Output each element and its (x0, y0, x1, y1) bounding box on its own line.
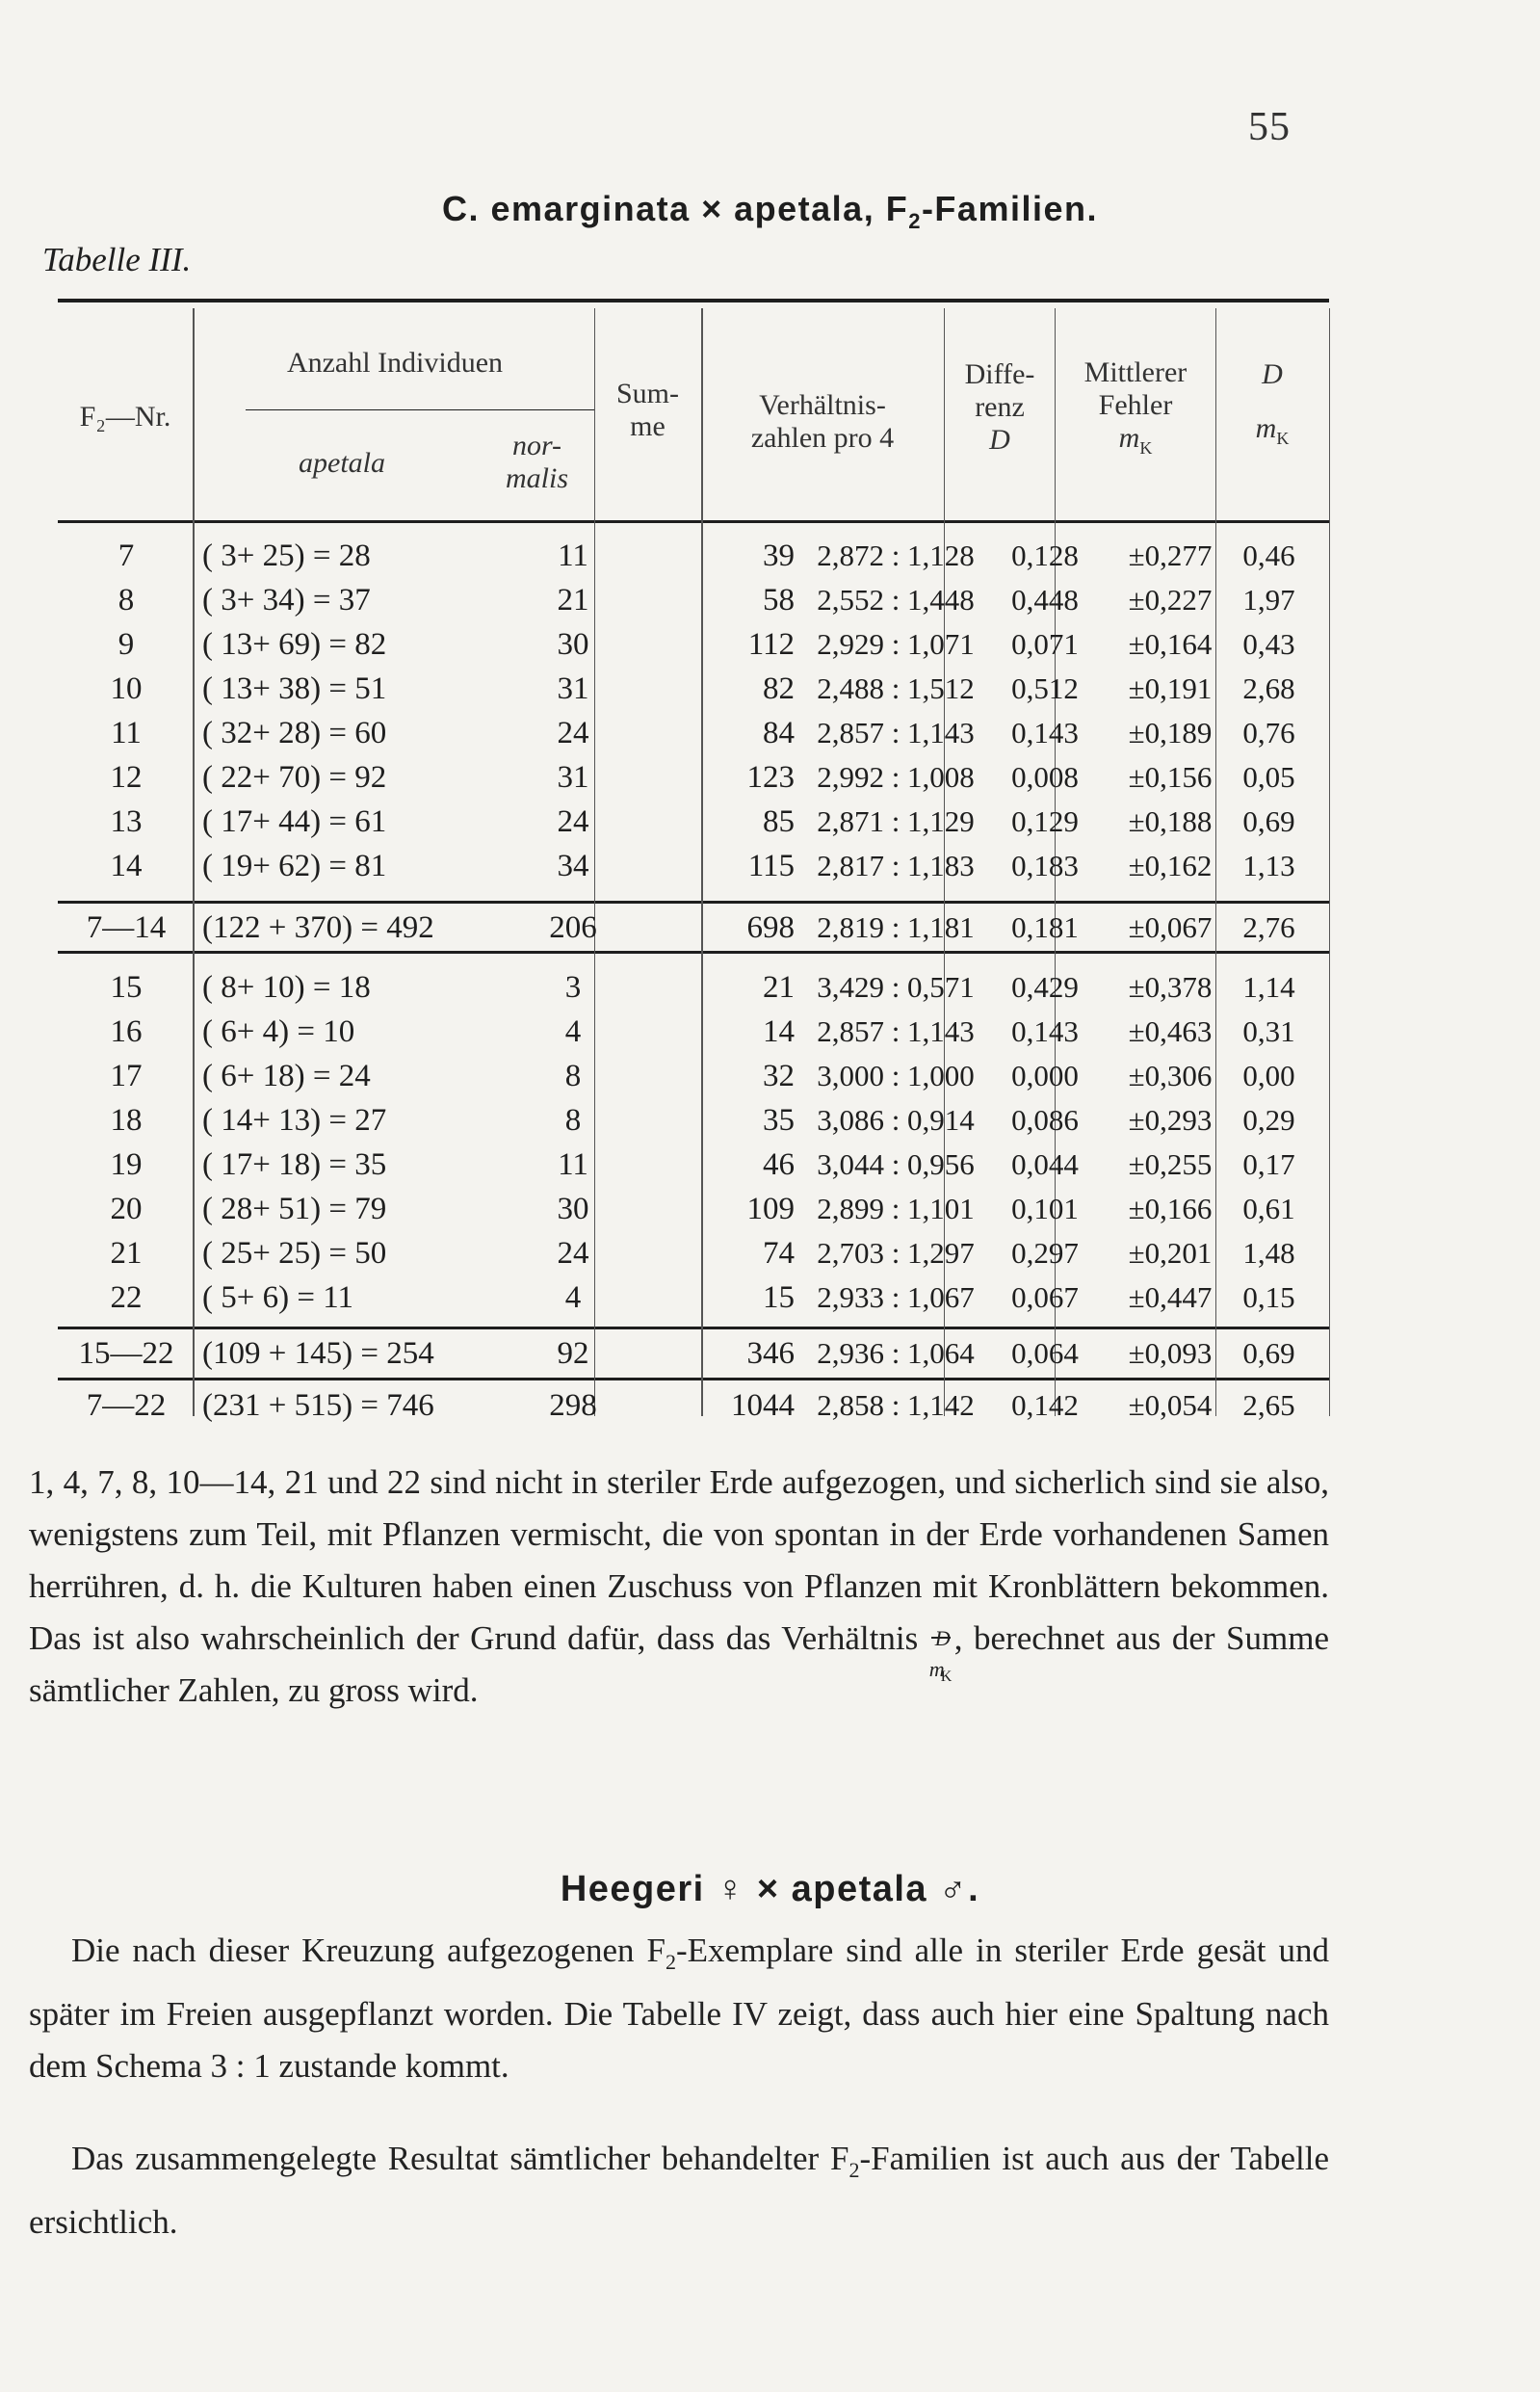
cell-nr: 19 (110, 1147, 143, 1182)
cell-dm: 2,68 (1242, 671, 1295, 705)
table-row (58, 1187, 1329, 1231)
cell-summe: 84 (763, 716, 795, 750)
cell-apetala: ( 3+ 34) = 37 (202, 583, 371, 618)
group1-total-top-rule (58, 901, 1329, 904)
cell-ratio: 2,872 : 1,128 (817, 539, 975, 572)
paragraph-3-rest: -Familien ist auch aus der Tabelle ersichtlich. (29, 2140, 1329, 2241)
caption-main: C. emarginata × apetala, F (442, 189, 909, 228)
cell-nr: 8 (117, 583, 135, 618)
cell-summe: 85 (763, 804, 795, 839)
header-verhaeltnis-1: Verhältnis- (759, 389, 886, 421)
paragraph-2-sub: 2 (665, 1950, 676, 1974)
cell-mean-error: ±0,306 (1128, 1059, 1213, 1092)
table-row (58, 578, 1329, 622)
cell-nr: 18 (110, 1103, 143, 1138)
cell-mean-error: ±0,162 (1128, 849, 1213, 882)
table-row-total (58, 1383, 1329, 1428)
cell-mean-error: ±0,166 (1128, 1192, 1213, 1225)
header-differenz (946, 358, 1054, 457)
cell-normalis: 92 (557, 1336, 589, 1371)
header-dm-1: D (1262, 358, 1283, 390)
paragraph-3-a: Das zusammengelegte Resultat sämtlicher behandelter F (71, 2140, 849, 2177)
cell-diff: 0,142 (1011, 1388, 1079, 1422)
cell-diff: 0,129 (1011, 804, 1079, 838)
cell-normalis: 206 (549, 910, 597, 945)
cell-normalis: 31 (557, 760, 589, 795)
cell-normalis: 34 (557, 849, 589, 883)
cell-mean-error: ±0,255 (1128, 1147, 1213, 1181)
cell-dm: 0,15 (1242, 1280, 1295, 1314)
header-fehler (1057, 356, 1214, 464)
header-apetala-text: apetala (299, 447, 385, 479)
table-row (58, 800, 1329, 844)
header-differenz-1: Diffe- (964, 358, 1035, 390)
header-subdivider-rule (246, 409, 594, 410)
cell-apetala: ( 13+ 69) = 82 (202, 627, 387, 662)
cell-normalis: 24 (557, 1236, 589, 1271)
cell-diff: 0,143 (1011, 1014, 1079, 1048)
table-top-rule (58, 299, 1329, 302)
header-anzahl: Anzahl Individuen (286, 347, 504, 379)
header-nr: F₂—Nr. (79, 401, 171, 433)
cell-apetala: ( 25+ 25) = 50 (202, 1236, 387, 1271)
cell-nr: 15—22 (78, 1336, 174, 1371)
header-normalis-1: nor- (511, 430, 562, 461)
cell-normalis: 30 (557, 627, 589, 662)
group2-total-bottom-rule (58, 1378, 1329, 1380)
cell-diff: 0,071 (1011, 627, 1079, 661)
cell-diff: 0,000 (1011, 1059, 1079, 1092)
section-heading: Heegeri ♀ × apetala ♂. (560, 1869, 980, 1909)
cell-summe: 109 (746, 1192, 795, 1226)
paragraph-2-rest: -Exemplare sind alle in steriler Erde gesät und später im Freien ausgepflanzt worden. Die Tabelle IV zeigt, dass auch hier eine Spaltung nach dem Schema 3 : 1 zustande kommt. (29, 1932, 1329, 2085)
cell-ratio: 2,858 : 1,142 (817, 1388, 975, 1422)
cell-mean-error: ±0,164 (1128, 627, 1213, 661)
table-label: Tabelle III. (42, 241, 192, 278)
cell-dm: 0,29 (1242, 1103, 1295, 1137)
cell-diff: 0,429 (1011, 970, 1079, 1004)
cell-apetala: (122 + 370) = 492 (202, 910, 434, 945)
cell-normalis: 8 (564, 1059, 582, 1093)
header-fehler-2: Fehler (1098, 389, 1173, 421)
cell-ratio: 2,857 : 1,143 (817, 716, 975, 749)
cell-dm: 0,31 (1242, 1014, 1295, 1048)
cell-normalis: 24 (557, 716, 589, 750)
header-verhaeltnis (703, 389, 942, 455)
cell-apetala: ( 8+ 10) = 18 (202, 970, 371, 1005)
paragraph-3-sub: 2 (848, 2158, 860, 2182)
cell-mean-error: ±0,188 (1128, 804, 1213, 838)
cell-ratio: 2,857 : 1,143 (817, 1014, 975, 1048)
cell-diff: 0,067 (1011, 1280, 1079, 1314)
cell-diff: 0,086 (1011, 1103, 1079, 1137)
cell-apetala: ( 14+ 13) = 27 (202, 1103, 387, 1138)
cell-ratio: 3,000 : 1,000 (817, 1059, 975, 1092)
cell-ratio: 2,899 : 1,101 (817, 1192, 975, 1225)
cell-dm: 2,65 (1242, 1388, 1295, 1422)
caption-subscript: 2 (908, 209, 922, 233)
cell-diff: 0,128 (1011, 539, 1079, 572)
header-fehler-4: K (1139, 438, 1153, 458)
cell-ratio: 3,044 : 0,956 (817, 1147, 975, 1181)
cell-nr: 21 (110, 1236, 143, 1271)
table-row (58, 1275, 1329, 1320)
cell-ratio: 3,086 : 0,914 (817, 1103, 975, 1137)
cell-summe: 74 (763, 1236, 795, 1271)
ratio-fraction (928, 1622, 954, 1685)
header-fehler-3: m (1118, 422, 1140, 454)
cell-mean-error: ±0,378 (1128, 970, 1213, 1004)
table-row-subtotal (58, 1331, 1329, 1376)
cell-summe: 115 (747, 849, 795, 883)
cell-nr: 13 (110, 804, 143, 839)
cell-summe: 15 (763, 1280, 795, 1315)
cell-mean-error: ±0,293 (1128, 1103, 1213, 1137)
cell-summe: 21 (763, 970, 795, 1005)
cell-nr: 11 (111, 716, 142, 750)
header-dm-3: K (1276, 429, 1290, 448)
cell-apetala: (231 + 515) = 746 (202, 1388, 434, 1423)
cell-nr: 9 (117, 627, 135, 662)
cell-mean-error: ±0,463 (1128, 1014, 1213, 1048)
cell-summe: 346 (746, 1336, 795, 1371)
cell-nr: 7—22 (86, 1388, 167, 1423)
table-row (58, 755, 1329, 800)
header-dm (1218, 358, 1326, 455)
cell-ratio: 2,992 : 1,008 (817, 760, 975, 794)
cell-ratio: 2,819 : 1,181 (817, 910, 975, 944)
cell-dm: 0,00 (1242, 1059, 1295, 1092)
header-fehler-1: Mittlerer (1083, 356, 1188, 388)
table-row (58, 1098, 1329, 1143)
header-summe (597, 378, 698, 443)
paragraph-1 (29, 1457, 1329, 1717)
cell-ratio: 2,817 : 1,183 (817, 849, 975, 882)
table-row (58, 534, 1329, 578)
cell-apetala: ( 6+ 18) = 24 (202, 1059, 371, 1093)
cell-ratio: 2,936 : 1,064 (817, 1336, 975, 1370)
cell-nr: 17 (110, 1059, 143, 1093)
cell-apetala: ( 13+ 38) = 51 (202, 671, 387, 706)
cell-mean-error: ±0,447 (1128, 1280, 1213, 1314)
cell-apetala: ( 17+ 18) = 35 (202, 1147, 387, 1182)
header-normalis-2: malis (505, 462, 568, 494)
cell-dm: 0,69 (1242, 1336, 1295, 1370)
cell-dm: 2,76 (1242, 910, 1295, 944)
cell-ratio: 2,929 : 1,071 (817, 627, 975, 661)
cell-summe: 39 (763, 539, 795, 573)
cell-nr: 22 (110, 1280, 143, 1315)
cell-ratio: 2,871 : 1,129 (817, 804, 975, 838)
cell-normalis: 30 (557, 1192, 589, 1226)
header-differenz-2: renz (975, 391, 1025, 423)
cell-normalis: 31 (557, 671, 589, 706)
header-verhaeltnis-2: zahlen pro 4 (750, 422, 895, 454)
header-apetala (250, 447, 433, 480)
cell-dm: 0,17 (1242, 1147, 1295, 1181)
cell-normalis: 298 (549, 1388, 597, 1423)
cell-normalis: 11 (558, 1147, 588, 1182)
cell-diff: 0,143 (1011, 716, 1079, 749)
cell-dm: 1,97 (1242, 583, 1295, 617)
cell-mean-error: ±0,277 (1128, 539, 1213, 572)
table-row (58, 1054, 1329, 1098)
cell-mean-error: ±0,191 (1128, 671, 1213, 705)
cell-mean-error: ±0,093 (1128, 1336, 1213, 1370)
cell-apetala: (109 + 145) = 254 (202, 1336, 434, 1371)
cell-mean-error: ±0,189 (1128, 716, 1213, 749)
cell-normalis: 21 (557, 583, 589, 618)
cell-dm: 0,46 (1242, 539, 1295, 572)
table-row (58, 667, 1329, 711)
header-summe-1: Sum- (615, 378, 679, 409)
table-row-subtotal (58, 906, 1329, 950)
header-differenz-3: D (989, 424, 1010, 456)
cell-dm: 1,48 (1242, 1236, 1295, 1270)
cell-ratio: 2,933 : 1,067 (817, 1280, 975, 1314)
cell-diff: 0,448 (1011, 583, 1079, 617)
header-normalis (482, 430, 592, 495)
cell-ratio: 3,429 : 0,571 (817, 970, 975, 1004)
paragraph-3 (29, 2133, 1329, 2248)
cell-summe: 58 (763, 583, 795, 618)
header-bottom-rule (58, 520, 1329, 523)
cell-apetala: ( 28+ 51) = 79 (202, 1192, 387, 1226)
cell-diff: 0,064 (1011, 1336, 1079, 1370)
table-caption (0, 189, 1540, 234)
cell-diff: 0,181 (1011, 910, 1079, 944)
table-row (58, 1143, 1329, 1187)
cell-normalis: 24 (557, 804, 589, 839)
cell-summe: 698 (746, 910, 795, 945)
cell-summe: 112 (747, 627, 795, 662)
cell-dm: 0,05 (1242, 760, 1295, 794)
cell-summe: 82 (763, 671, 795, 706)
cell-summe: 46 (763, 1147, 795, 1182)
group2-total-top-rule (58, 1327, 1329, 1329)
cell-apetala: ( 5+ 6) = 11 (202, 1280, 353, 1315)
group1-total-bottom-rule (58, 951, 1329, 954)
table-row (58, 844, 1329, 888)
paragraph-1-after: , berechnet aus der Summe sämtlicher Zahlen, zu gross wird. (29, 1619, 1329, 1709)
cell-summe: 14 (763, 1014, 795, 1049)
cell-apetala: ( 17+ 44) = 61 (202, 804, 387, 839)
cell-ratio: 2,703 : 1,297 (817, 1236, 975, 1270)
caption-rest: -Familien. (921, 189, 1098, 228)
cell-diff: 0,297 (1011, 1236, 1079, 1270)
table-row (58, 1010, 1329, 1054)
cell-mean-error: ±0,054 (1128, 1388, 1213, 1422)
cell-nr: 10 (110, 671, 143, 706)
cell-mean-error: ±0,227 (1128, 583, 1213, 617)
cell-diff: 0,101 (1011, 1192, 1079, 1225)
cell-dm: 1,14 (1242, 970, 1295, 1004)
cell-dm: 0,61 (1242, 1192, 1295, 1225)
cell-mean-error: ±0,156 (1128, 760, 1213, 794)
cell-diff: 0,512 (1011, 671, 1079, 705)
cell-apetala: ( 32+ 28) = 60 (202, 716, 387, 750)
cell-nr: 14 (110, 849, 143, 883)
cell-dm: 0,76 (1242, 716, 1295, 749)
cell-diff: 0,044 (1011, 1147, 1079, 1181)
cell-apetala: ( 3+ 25) = 28 (202, 539, 371, 573)
cell-apetala: ( 6+ 4) = 10 (202, 1014, 355, 1049)
cell-nr: 12 (110, 760, 143, 795)
cell-summe: 35 (763, 1103, 795, 1138)
cell-nr: 20 (110, 1192, 143, 1226)
cell-apetala: ( 19+ 62) = 81 (202, 849, 387, 883)
cell-diff: 0,183 (1011, 849, 1079, 882)
cell-apetala: ( 22+ 70) = 92 (202, 760, 387, 795)
cell-ratio: 2,552 : 1,448 (817, 583, 975, 617)
cell-dm: 1,13 (1242, 849, 1295, 882)
cell-summe: 1044 (731, 1388, 795, 1423)
table-row (58, 622, 1329, 667)
cell-normalis: 8 (564, 1103, 582, 1138)
cell-mean-error: ±0,067 (1128, 910, 1213, 944)
cell-ratio: 2,488 : 1,512 (817, 671, 975, 705)
table-row (58, 711, 1329, 755)
cell-dm: 0,43 (1242, 627, 1295, 661)
cell-mean-error: ±0,201 (1128, 1236, 1213, 1270)
cell-nr: 15 (110, 970, 143, 1005)
cell-normalis: 4 (564, 1014, 582, 1049)
table-row (58, 1231, 1329, 1275)
cell-nr: 7—14 (86, 910, 167, 945)
cell-dm: 0,69 (1242, 804, 1295, 838)
cell-normalis: 3 (564, 970, 582, 1005)
fraction-subscript: K (940, 1668, 953, 1685)
cell-normalis: 11 (558, 539, 588, 573)
fraction-bar (931, 1637, 951, 1639)
paragraph-1-before: 1, 4, 7, 8, 10—14, 21 und 22 sind nicht in steriler Erde aufgezogen, und sicherlich sind sie also, wenigstens zum Teil, mit Pflanzen vermischt, die von spontan in der Erde vorhandenen Samen herrühren, d. h. die Kulturen haben einen Zuschuss von Pflanzen mit Kronblättern bekommen. Das ist also wahrscheinlich der Grund dafür, dass das Verhältnis (29, 1463, 1329, 1657)
header-dm-2: m (1255, 412, 1277, 444)
page-number: 55 (1248, 105, 1291, 149)
paragraph-2-a: Die nach dieser Kreuzung aufgezogenen F (71, 1932, 666, 1969)
table-row (58, 965, 1329, 1010)
cell-nr: 7 (117, 539, 135, 573)
cell-summe: 123 (746, 760, 795, 795)
fraction-denominator: m (928, 1656, 945, 1681)
cell-normalis: 4 (564, 1280, 582, 1315)
cell-diff: 0,008 (1011, 760, 1079, 794)
cell-nr: 16 (110, 1014, 143, 1049)
paragraph-2 (29, 1925, 1329, 2092)
cell-summe: 32 (763, 1059, 795, 1093)
header-summe-2: me (630, 410, 666, 442)
